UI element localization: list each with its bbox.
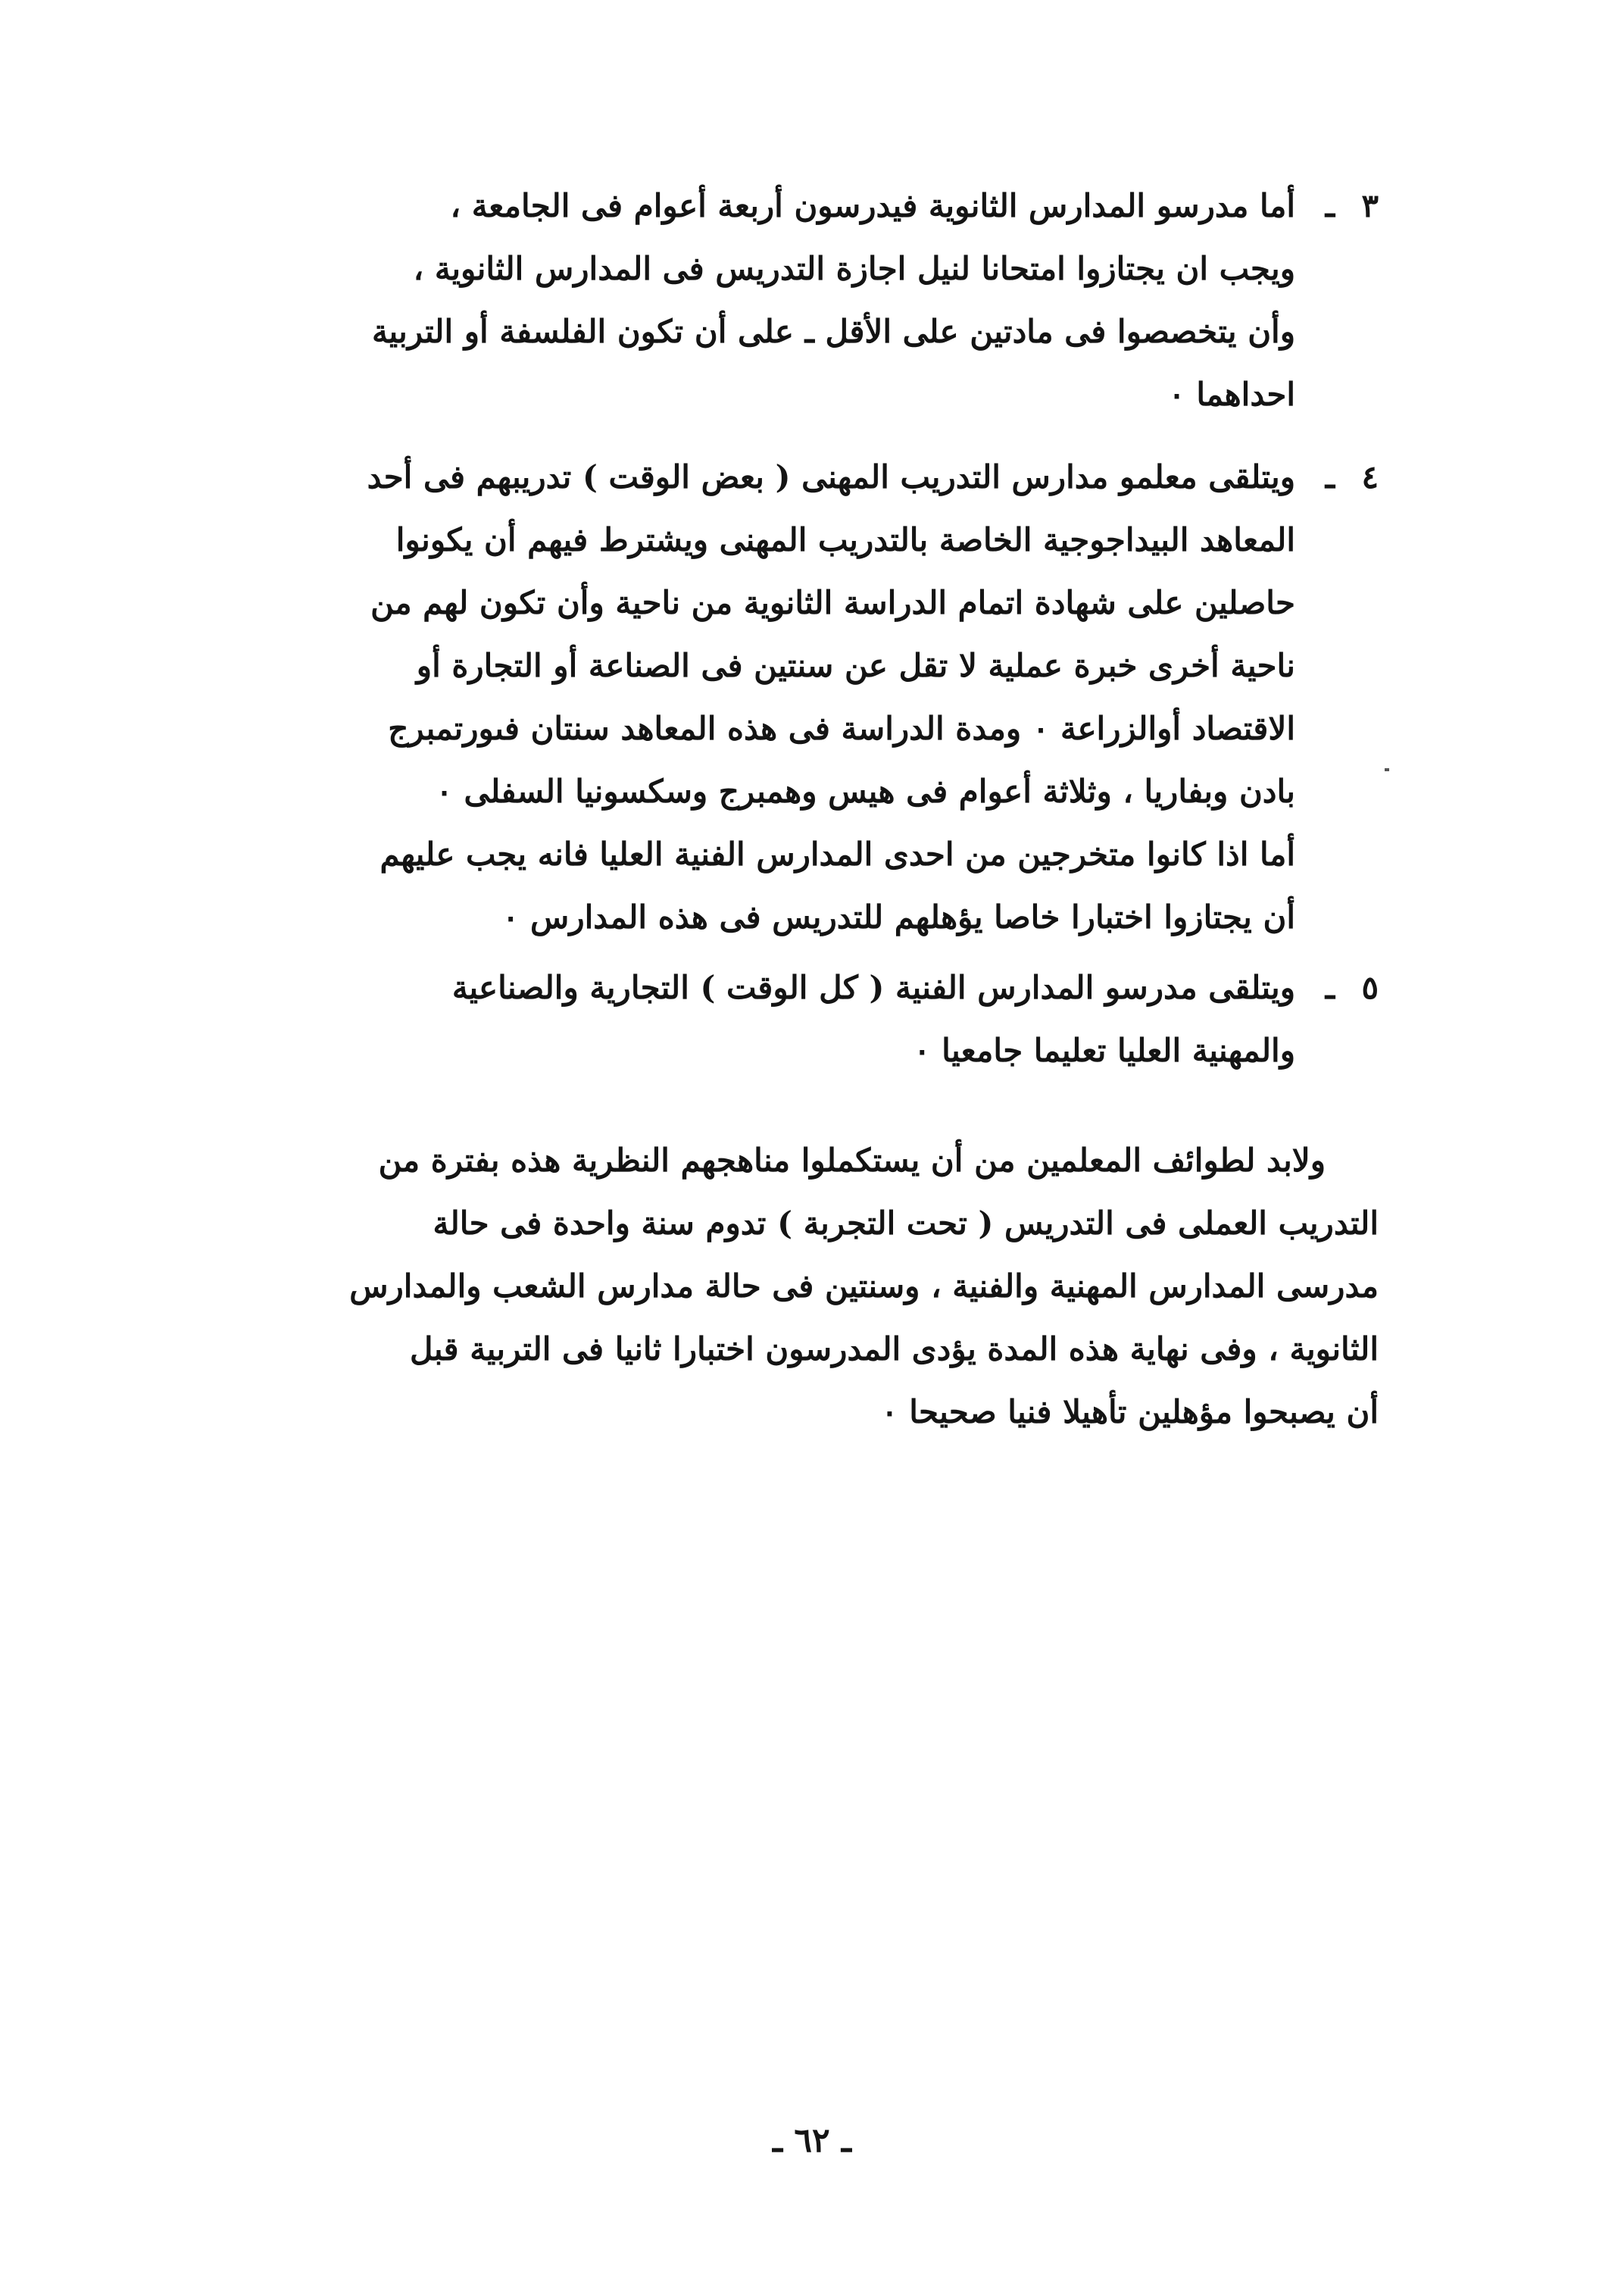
item-number: ٥: [1361, 969, 1379, 1006]
text-line: أما اذا كانوا متخرجين من احدى المدارس الفنية العليا فانه يجب عليهم: [379, 836, 1295, 873]
text-line: أما مدرسو المدارس الثانوية فيدرسون أربعة أعوام فى الجامعة ،: [450, 187, 1295, 224]
text-line: مدرسى المدارس المهنية والفنية ، وسنتين فى حالة مدارس الشعب والمدارس: [349, 1267, 1379, 1305]
text-line: المعاهد البيداجوجية الخاصة بالتدريب المهنى ويشترط فيهم أن يكونوا: [395, 521, 1295, 558]
scan-mark: [1385, 768, 1389, 771]
list-item-3: [242, 174, 1379, 426]
text-line: احداهما ٠: [1168, 376, 1295, 413]
text-line: ويتلقى معلمو مدارس التدريب المهنى ( بعض الوقت ) تدريبهم فى أحد: [367, 458, 1295, 495]
body-paragraph: [261, 1129, 1379, 1443]
text-line: بادن وبفاريا ، وثلاثة أعوام فى هيس وهمبرج وسكسونيا السفلى ٠: [436, 773, 1295, 810]
item-body: [242, 445, 1295, 949]
text-line: ويتلقى مدرسو المدارس الفنية ( كل الوقت ) التجارية والصناعية: [451, 969, 1295, 1006]
item-dash: ـ: [1325, 187, 1335, 224]
page-number: ـ ٦٢ ـ: [773, 2121, 851, 2160]
text-line: التدريب العملى فى التدريس ( تحت التجربة ) تدوم سنة واحدة فى حالة: [433, 1205, 1379, 1242]
item-number: ٤: [1361, 458, 1379, 495]
text-line: ولابد لطوائف المعلمين من أن يستكملوا مناهجهم النظرية هذه بفترة من: [378, 1142, 1326, 1179]
item-number: ٣: [1361, 187, 1379, 224]
text-line: ناحية أخرى خبرة عملية لا تقل عن سنتين فى الصناعة أو التجارة أو: [416, 647, 1295, 684]
text-line: الاقتصاد أوالزراعة ٠ ومدة الدراسة فى هذه المعاهد سنتان فىورتمبرج: [388, 710, 1295, 747]
text-line: وأن يتخصصوا فى مادتين على الأقل ـ على أن تكون الفلسفة أو التربية: [371, 313, 1295, 350]
text-line: حاصلين على شهادة اتمام الدراسة الثانوية من ناحية وأن تكون لهم من: [370, 584, 1295, 621]
text-line: ويجب ان يجتازوا امتحانا لنيل اجازة التدريس فى المدارس الثانوية ،: [413, 250, 1295, 287]
item-body: [242, 956, 1295, 1082]
item-dash: ـ: [1325, 458, 1335, 495]
text-line: أن يصبحوا مؤهلين تأهيلا فنيا صحيحا ٠: [881, 1393, 1379, 1430]
text-line: والمهنية العليا تعليما جامعيا ٠: [913, 1032, 1295, 1069]
item-dash: ـ: [1325, 969, 1335, 1006]
text-line: أن يجتازوا اختبارا خاصا يؤهلهم للتدريس فى هذه المدارس ٠: [501, 899, 1295, 936]
text-line: الثانوية ، وفى نهاية هذه المدة يؤدى المدرسون اختبارا ثانيا فى التربية قبل: [410, 1330, 1379, 1367]
item-body: [242, 174, 1295, 426]
list-item-4: [242, 445, 1379, 949]
list-item-5: [242, 956, 1379, 1082]
